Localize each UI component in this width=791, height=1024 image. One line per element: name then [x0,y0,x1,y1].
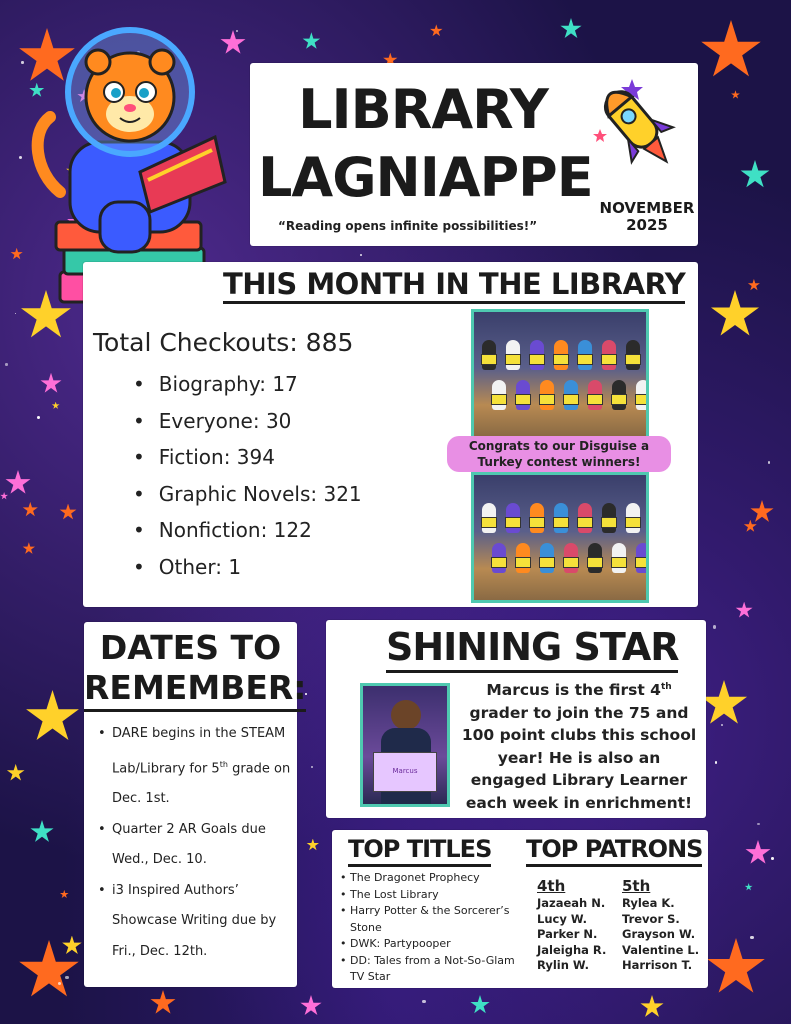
student-photo [360,683,450,807]
turkey-drawing [515,557,531,568]
star-decoration [5,470,31,496]
sparkle-dot [311,766,312,767]
list-item: • DD: Tales from a Not-So-Glam TV Star [340,953,524,986]
turkey-drawing [563,557,579,568]
star-decoration [430,24,443,37]
sparkle-dot [37,416,40,419]
list-item: • Quarter 2 AR Goals due Wed., Dec. 10. [98,815,298,876]
photo-caption: Congrats to our Disguise a Turkey contest winners! [447,436,671,472]
list-item: Rylin W. [537,958,590,972]
issue-month: NOVEMBER [599,199,695,217]
star-decoration [302,32,320,50]
list-item: Trevor S. [622,911,680,926]
sparkle-dot [768,461,771,464]
sparkle-dot [5,363,7,365]
dates-heading [84,628,307,712]
contest-winners-photo-1 [471,309,649,439]
tagline: “Reading opens infinite possibilities!” [278,219,538,233]
turkey-drawing [563,394,579,405]
student-head [391,700,421,730]
star-decoration [60,890,69,899]
sparkle-dot [65,976,69,980]
sparkle-dot [19,156,22,159]
list-item: Harrison T. [622,958,693,972]
list-item: • DWK: Partypooper [340,936,524,953]
star-decoration [59,504,76,521]
star-text-after: grader to join the 75 and 100 point clubs this school year! He is also an engaged Library Learner each week in enrichment! [461,703,697,812]
list-item [98,719,298,815]
shining-star-heading: SHINING STAR [386,626,678,673]
turkey-drawing [505,517,521,528]
list-item: • i3 Inspired Authors’ Showcase Writing due by Fri., Dec. 12th. [98,876,298,968]
list-item: • Everyone: 30 [133,403,362,440]
turkey-drawing [587,557,603,568]
rocket-icon [580,69,690,179]
list-item: Rylea K. [622,896,675,910]
sparkle-dot [713,625,716,628]
turkey-drawing [635,394,649,405]
turkey-drawing [611,394,627,405]
star-decoration [10,248,23,261]
turkey-drawing [625,517,641,528]
contest-winners-photo-2 [471,472,649,603]
sparkle-dot [21,61,23,63]
list-item: • Fiction: 394 [133,439,362,476]
sparkle-dot [360,254,362,256]
star-text-sup: th [660,682,672,692]
dates-panel [84,622,307,987]
title-line-2: LAGNIAPPE [258,146,593,209]
turkey-drawing [611,557,627,568]
star-decoration [560,18,582,40]
turkey-drawing [601,354,617,365]
star-decoration [0,492,8,500]
list-item: • Other: 1 [133,549,362,586]
turkey-drawing [553,517,569,528]
sparkle-dot [750,936,753,939]
this-month-panel [83,262,698,607]
sparkle-dot [15,313,16,314]
list-item: • Graphic Novels: 321 [133,476,362,513]
list-item: Parker N. [537,927,598,941]
turkey-drawing [577,517,593,528]
star-decoration [706,938,766,998]
student-sign: Marcus [373,752,437,792]
grade-5-label: 5th [622,877,651,895]
star-text-before: Marcus is the first 4 [486,681,661,700]
star-decoration [62,936,82,956]
star-decoration [740,160,770,190]
date-item-text-after: grade on Dec. 1st. [112,760,291,807]
date-item-sup: th [219,759,228,769]
top-titles-list [340,870,524,986]
title-line-1: LIBRARY [298,78,548,141]
list-item: • Harry Potter & the Sorcerer’s Stone [340,903,524,936]
turkey-drawing [553,354,569,365]
star-decoration [22,502,38,518]
star-decoration [744,520,757,533]
top-lists-panel [332,830,708,988]
star-decoration [750,500,774,524]
issue-date [592,200,702,235]
sparkle-dot [757,823,760,826]
list-item: Jaleigha R. [537,942,607,957]
turkey-drawing [539,557,555,568]
star-decoration [748,279,760,291]
star-decoration [7,764,25,782]
star-decoration [22,542,35,555]
list-item: • Biography: 17 [133,366,362,403]
issue-year: 2025 [626,216,668,235]
turkey-drawing [491,557,507,568]
turkey-drawing [529,354,545,365]
star-decoration [470,995,490,1015]
checkout-categories [133,366,362,586]
list-item: Grayson W. [622,927,696,941]
turkey-drawing [625,354,641,365]
turkey-drawing [481,354,497,365]
turkey-drawing [601,517,617,528]
star-decoration [710,290,760,340]
star-decoration [40,373,62,395]
patrons-grade-5 [622,876,699,974]
grade-4-label: 4th [537,877,566,895]
total-checkouts: Total Checkouts: 885 [93,328,354,357]
turkey-drawing [505,354,521,365]
top-titles-heading: TOP TITLES [348,836,491,867]
star-decoration [731,90,740,99]
list-item: • Nonfiction: 122 [133,512,362,549]
turkey-drawing [515,394,531,405]
star-decoration [700,20,762,82]
star-decoration [306,839,319,852]
star-decoration [150,990,176,1016]
this-month-heading: THIS MONTH IN THE LIBRARY [223,268,685,304]
dates-heading-line-2: REMEMBER: [84,668,306,711]
star-decoration [300,995,322,1017]
star-decoration [52,402,60,410]
top-patrons-heading: TOP PATRONS [526,836,702,867]
turkey-drawing [529,517,545,528]
star-decoration [700,680,748,728]
date-item-text: DARE begins in the STEAM Lab/Library for 5 [112,726,286,776]
turkey-drawing [491,394,507,405]
sparkle-dot [715,761,717,763]
sparkle-dot [771,857,774,860]
dates-heading-line-1: DATES TO [99,628,282,667]
shining-star-text [458,676,700,814]
sparkle-dot [422,1000,425,1003]
sparkle-dot [236,30,238,32]
star-decoration [640,995,664,1019]
star-decoration [745,883,753,891]
turkey-drawing [539,394,555,405]
patrons-grade-4 [537,876,606,974]
star-decoration [30,820,54,844]
dates-list [98,719,298,967]
sparkle-dot [721,724,723,726]
list-item: Lucy W. [537,911,587,926]
list-item: • The Lost Library [340,887,524,904]
turkey-drawing [587,394,603,405]
star-decoration [745,840,771,866]
list-item: Valentine L. [622,942,700,957]
shining-star-panel [326,620,706,818]
turkey-drawing [481,517,497,528]
star-decoration [25,690,80,745]
turkey-drawing [577,354,593,365]
star-decoration [735,602,753,620]
turkey-drawing [635,557,649,568]
list-item: Jazaeah N. [537,896,606,910]
list-item: • The Dragonet Prophecy [340,870,524,887]
header-panel [250,63,698,246]
